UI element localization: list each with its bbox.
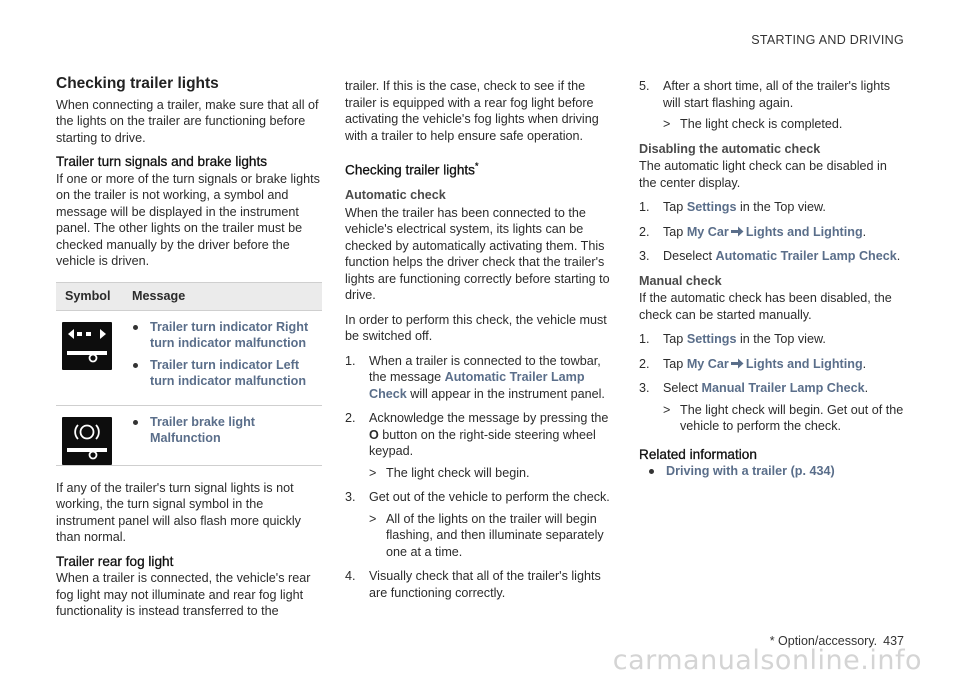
step-text: Acknowledge the message by pressing the [369,411,609,426]
result-arrow-icon: > [663,402,671,417]
symbol-cell [56,310,123,405]
step-number: 5. [639,79,650,93]
step-number: 2. [639,356,650,371]
turn-signals-heading: Trailer turn signals and brake lights [56,154,268,169]
step-text: button on the right-side steering wheel keypad. [369,427,596,459]
after-table-text: If any of the trailer's turn signal lights is not working, the turn signal symbol in the instrument panel will also flash more quickly than normal. [56,480,301,544]
fog-light-continued: trailer. If this is the case, check to see if the trailer is equipped with a rear fog light before activating the vehicle's fog lights when driving with a trailer to help ensure safe operation. [345,79,599,143]
related-list [639,463,907,479]
button-key-label: O [369,427,379,442]
automatic-check-steps [345,353,613,602]
list-item [639,224,907,241]
table-row [56,405,322,465]
lights-highlight: Lights and Lighting [745,356,863,371]
my-car-highlight: My Car [686,356,729,371]
fog-light-heading: Trailer rear fog light [56,553,174,569]
turn-signals-body: If one or more of the turn signals or brake lights on the trailer is not working, a symbol and message will be displayed in the instrument panel. The other lights on the trailer must be checked manually by the driver before the vehicle is driven. [56,171,320,268]
list-item [639,380,907,435]
list-item [639,199,907,216]
list-item [345,489,613,560]
step-text: Visually check that all of the trailer's lights are functioning correctly. [369,569,601,600]
step-text: in the Top view. [736,200,826,214]
section-header: STARTING AND DRIVING [751,33,904,47]
message-cell [123,310,322,405]
step-number: 2. [345,411,356,426]
message-highlight: Automatic Trailer Lamp Check [369,370,585,401]
step-text: will appear in the instrument panel. [406,386,605,401]
column-1 [56,76,322,628]
step-text: When a trailer is connected to the towbar, the message [369,353,601,385]
list-item [639,78,907,133]
list-item: Trailer brake light Malfunction [123,414,322,446]
list-item [639,356,907,373]
table-header-row [56,282,322,310]
result-arrow-icon: > [663,117,671,131]
step-text: . [864,381,869,395]
step-text: . [896,249,901,263]
footnote: * Option/accessory. [769,634,878,648]
watermark: carmanualsonline.info [612,645,922,676]
my-car-highlight: My Car [686,224,729,239]
result-text: The light check is completed. [680,117,843,131]
result-text: All of the lights on the trailer will begin flashing, and then illuminate separately one at a time. [386,511,604,559]
intro-text: When connecting a trailer, make sure that all of the lights on the trailer are functioning before starting to drive. [56,97,319,145]
manual-check-heading: Manual check [639,273,722,288]
col-header-message: Message [123,282,322,310]
step-number: 4. [345,569,356,584]
step-text: . [862,224,867,239]
list-item: Trailer turn indicator Left turn indicator malfunction [123,357,322,389]
fog-light-body: When a trailer is connected, the vehicle's rear fog light may not illuminate and rear fog light functionality is instead transferred to the [56,571,311,618]
step-number: 2. [639,224,650,239]
manual-steps [639,331,907,435]
auto-check-highlight: Automatic Trailer Lamp Check [715,249,897,263]
step-text: Deselect [663,249,716,263]
step-text: Tap [663,224,687,239]
checking-heading [345,158,613,179]
manual-check-highlight: Manual Trailer Lamp Check [701,381,865,395]
disabling-heading: Disabling the automatic check [639,141,821,156]
step-result [663,402,907,435]
settings-highlight: Settings [686,332,737,346]
step-text: Tap [663,356,687,371]
trailer-brake-light-icon [62,417,112,465]
arrow-right-icon [731,226,744,237]
message-cell [123,405,322,465]
page-title: Checking trailer lights [56,75,219,92]
step-number: 3. [345,490,356,505]
col-header-symbol: Symbol [56,282,123,310]
automatic-check-body: When the trailer has been connected to the vehicle's electrical system, its lights can be checked by automatically activating them. This function helps the driver check that the trailer's lights are functioning correctly before starting to drive. [345,205,610,303]
manual-check-body: If the automatic check has been disabled, the check can be started manually. [639,291,892,322]
step-text: Get out of the vehicle to perform the check. [369,490,610,505]
trailer-turn-indicator-icon [62,322,112,370]
step-result [369,511,613,561]
result-arrow-icon: > [369,511,377,526]
result-text: The light check will begin. [386,465,530,480]
arrow-right-icon [731,358,744,369]
result-text: The light check will begin. Get out of the vehicle to perform the check. [680,402,904,433]
disabling-steps [639,199,907,265]
step-number: 1. [639,200,650,214]
settings-highlight: Settings [686,200,737,214]
automatic-check-body-2: In order to perform this check, the vehicle must be switched off. [345,312,607,344]
automatic-check-steps-continued [639,78,907,133]
related-link[interactable]: Driving with a trailer (p. 434) [639,463,907,479]
option-mark: * [474,161,479,171]
step-number: 1. [345,353,356,368]
step-number: 3. [639,249,650,263]
symbol-cell [56,405,123,465]
list-item [345,410,613,481]
list-item [639,248,907,265]
disabling-body: The automatic light check can be disabled in the center display. [639,159,887,190]
step-text: in the Top view. [736,332,826,346]
step-text: Select [663,381,702,395]
step-number: 3. [639,381,650,395]
step-text: After a short time, all of the trailer's lights will start flashing again. [663,79,891,110]
step-result [369,465,613,482]
column-3 [639,78,907,485]
automatic-check-heading: Automatic check [345,188,446,203]
related-heading: Related information [639,446,757,462]
step-text: Tap [663,200,687,214]
checking-heading-text: Checking trailer lights [345,162,475,178]
step-result [663,116,907,133]
symbol-message-table [56,282,322,466]
list-item [639,331,907,348]
result-arrow-icon: > [369,465,377,480]
list-item [345,568,613,601]
step-text: . [862,356,867,371]
page-number: 437 [883,634,904,648]
list-item [345,353,613,403]
table-row [56,310,322,405]
step-text: Tap [663,332,687,346]
list-item: Trailer turn indicator Right turn indicator malfunction [123,319,322,351]
column-2 [345,78,613,609]
lights-highlight: Lights and Lighting [745,224,863,239]
step-number: 1. [639,332,650,346]
